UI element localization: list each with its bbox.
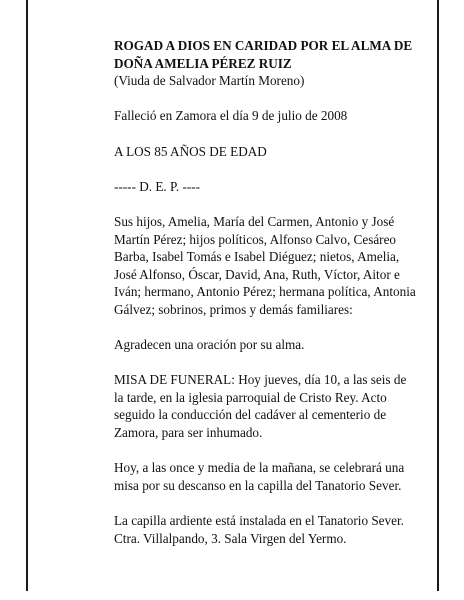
obituary-notice (114, 37, 418, 547)
chapel-line-2: Ctra. Villalpando, 3. Sala Virgen del Yermo. (114, 530, 347, 546)
widow-subtitle: (Viuda de Salvador Martín Moreno) (114, 73, 305, 89)
right-border-line (437, 0, 439, 591)
memorial-mass-paragraph: Hoy, a las once y media de la mañana, se celebrará una misa por su descanso en la capilla del Tanatorio Sever. (114, 460, 405, 493)
left-border-line (26, 0, 28, 591)
deceased-name: DOÑA AMELIA PÉREZ RUIZ (114, 55, 292, 71)
death-notice: Falleció en Zamora el día 9 de julio de 2008 (114, 108, 348, 124)
rip-line: ----- D. E. P. ---- (114, 178, 201, 194)
obituary-header-line-1: ROGAD A DIOS EN CARIDAD POR EL ALMA DE (114, 38, 413, 53)
family-paragraph: Sus hijos, Amelia, María del Carmen, Antonio y José Martín Pérez; hijos políticos, Alfonso Calvo, Cesáreo Barba, Isabel Tomás e Isabel Diéguez; nietos, Amelia, José Alfonso, Óscar, David, Ana, Ruth, Víctor, Aitor e Iván; hermano, Antonio Pérez; hermana política, Antonia Gálvez; sobrinos, primos y demás familiares: (114, 213, 416, 317)
age-notice: A LOS 85 AÑOS DE EDAD (114, 143, 267, 159)
chapel-line-1: La capilla ardiente está instalada en el Tanatorio Sever. (114, 513, 404, 529)
funeral-mass-paragraph: MISA DE FUNERAL: Hoy jueves, día 10, a las seis de la tarde, en la iglesia parroquial de Cristo Rey. Acto seguido la conducción del cadáver al cementerio de Zamora, para ser inhumado. (114, 372, 407, 441)
thanks-line: Agradecen una oración por su alma. (114, 337, 305, 353)
